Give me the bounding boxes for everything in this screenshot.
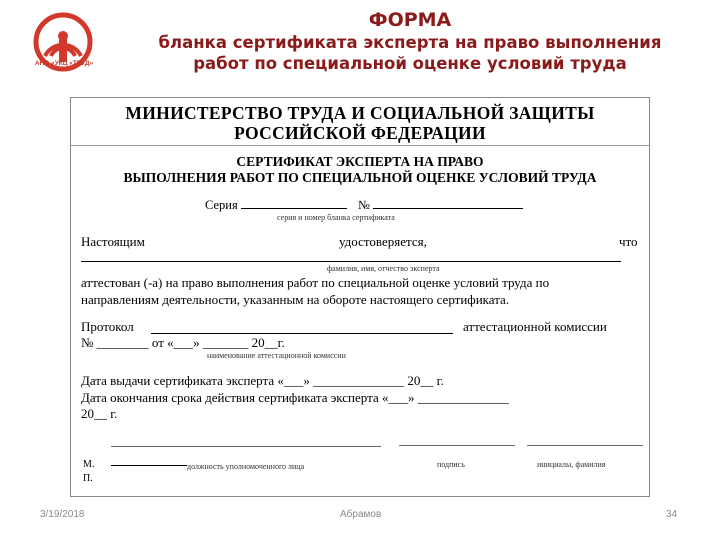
signature-line-1 [111,446,381,447]
stamp-p: П. [83,473,93,484]
fio-line [81,261,621,262]
expiry-year-line: 20__ г. [81,406,118,421]
attest-line2: направлениям деятельности, указанным на обороте настоящего сертификата. [81,292,510,307]
issue-date-line: Дата выдачи сертификата эксперта «___» ______________ 20__ г. [81,373,444,388]
commission-note: наименование аттестационной комиссии [207,351,346,360]
footer-page-number: 34 [666,509,678,520]
chto-text: что [619,234,638,249]
slide-title-line2: бланка сертификата эксперта на право выполнения [158,33,662,52]
logo-caption: АНО «УКЦ «ТРУД» [34,60,94,67]
certificate-form [70,97,650,497]
certificate-title-line1: СЕРТИФИКАТ ЭКСПЕРТА НА ПРАВО [236,154,484,169]
ministry-header [71,98,649,146]
certificate-title-line2: ВЫПОЛНЕНИЯ РАБОТ ПО СПЕЦИАЛЬНОЙ ОЦЕНКЕ УСЛОВИЙ ТРУДА [123,170,597,185]
ministry-line1: МИНИСТЕРСТВО ТРУДА И СОЦИАЛЬНОЙ ЗАЩИТЫ [125,103,595,123]
series-number-row [205,198,523,213]
series-blank [241,198,347,209]
slide-title-line1: ФОРМА [368,9,452,31]
nastoyashchim-text: Настоящим [81,234,145,249]
series-label: Серия [205,198,238,212]
initials-note: инициалы, фамилия [537,460,606,469]
number-label: № [357,198,370,212]
short-sign-line [111,465,187,466]
udostoveryaetsya-text: удостоверяется, [339,234,427,249]
expiry-date-line: Дата окончания срока действия сертификата эксперта «___» ______________ [81,390,509,405]
footer-author: Абрамов [340,509,382,520]
slide-title-line3: работ по специальной оценке условий труда [193,54,627,73]
number-blank [373,198,523,209]
footer-date: 3/19/2018 [40,509,85,520]
protocol-line [151,333,453,334]
stamp-m: М. [83,459,95,470]
ministry-line2: РОССИЙСКОЙ ФЕДЕРАЦИИ [234,123,486,143]
certificate-title [71,154,649,186]
signature-line-2 [399,445,515,446]
signature-note: подпись [437,460,465,469]
attest-commission-text: аттестационной комиссии [463,319,607,334]
position-note: должность уполномоченного лица [187,462,305,471]
protocol-number-line: № ________ от «___» _______ 20__г. [81,335,285,350]
attest-line1: аттестован (-а) на право выполнения работ по специальной оценке условий труда по [81,275,550,290]
protocol-label: Протокол [81,319,134,334]
series-note: серия и номер бланка сертификата [277,213,395,222]
slide-title [110,8,710,74]
fio-note: фамилия, имя, отчество эксперта [327,264,440,273]
signature-line-3 [527,445,643,446]
